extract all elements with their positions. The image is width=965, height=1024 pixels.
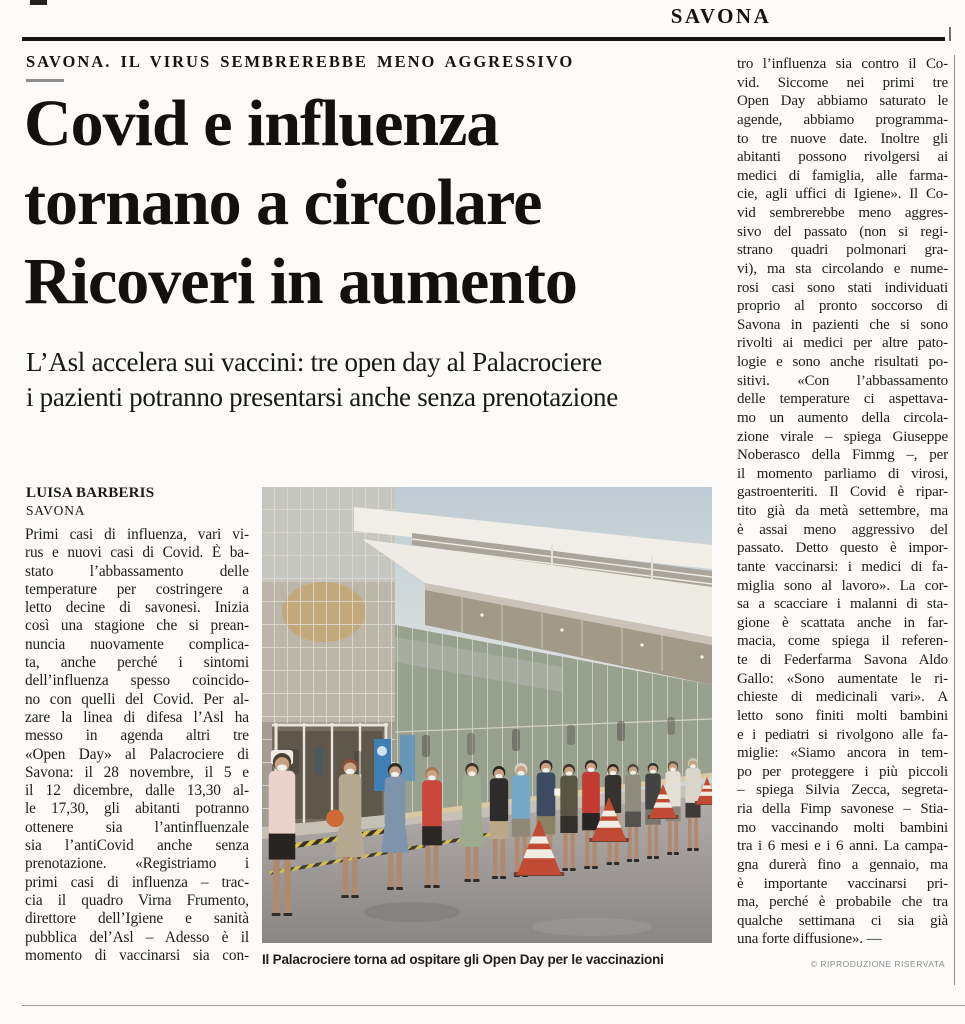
text-line: Savona in pazienti che si sono: [737, 316, 948, 333]
text-line: cie, agli uffici di Igiene». Il Co-: [737, 186, 948, 203]
text-line: zione virale – spiega Giuseppe: [737, 428, 948, 445]
text-line: medici di famiglia, alle farma-: [737, 167, 948, 184]
text-line: proprio al pronto soccorso di: [737, 298, 948, 315]
text-line: rosi casi sono stati individuati: [737, 279, 948, 296]
text-line: ria della Fimp savonese – Stia-: [737, 801, 948, 817]
text-line: ma, perché è probabile che tra: [737, 894, 948, 911]
text-line: agende, abbiamo programma-: [737, 111, 948, 128]
text-line: gione è scattata anche in far-: [737, 614, 948, 631]
text-line: tornano a circolare: [24, 166, 542, 239]
text-line: e i pediatri si rivolgono alle fa-: [737, 726, 948, 743]
text-line: macia, come spiega il referen-: [737, 633, 948, 650]
text-line: è importante vaccinarsi pri-: [737, 875, 948, 892]
text-line: letto sono finiti molti bambini: [737, 707, 948, 724]
text-line: ta, anche perché i sintomi: [25, 654, 249, 672]
text-line: zare la linea di difesa l’Asl ha: [25, 708, 249, 726]
photo-asphalt-patch: [532, 918, 652, 936]
palacrociere-queue-photo: [262, 487, 712, 943]
body-column-left: [25, 526, 249, 965]
byline-author: LUISA BARBERIS: [26, 485, 155, 501]
subhead: [26, 345, 736, 415]
top-rule-tick: [949, 27, 951, 41]
text-line: dell’influenza spesso coincido-: [25, 672, 249, 690]
text-line: rivolti ai medici per altre pato-: [737, 335, 948, 352]
text-line: stato l’abbassamento delle: [25, 562, 249, 580]
text-line: strano quadri polmonari gra-: [737, 242, 948, 259]
text-line: una forte diffusione». —: [737, 931, 882, 948]
byline-location: SAVONA: [26, 503, 86, 518]
text-line: Gallo: «Sono aumentate le ri-: [737, 670, 948, 687]
text-line: tito già da metà settembre, ma: [737, 503, 948, 519]
text-line: nuncia nuovamente complica-: [25, 635, 249, 653]
text-line: tro l’influenza sia contro il Co-: [737, 56, 948, 72]
text-line: miglia sono al lavoro». La cor-: [737, 577, 948, 594]
headline: [24, 84, 734, 321]
text-line: to tre nuove date. Inoltre gli: [737, 130, 948, 147]
text-line: cia il quadro Virna Frumento,: [25, 891, 249, 909]
text-line: delle temperature ci aspettava-: [737, 391, 948, 408]
text-line: prenotazione. «Registriamo i: [25, 855, 249, 873]
text-line: i pazienti potranno presentarsi anche senza prenotazione: [26, 382, 618, 412]
text-line: Covid e influenza: [24, 87, 499, 160]
text-line: il momento parliamo di virosi,: [737, 465, 948, 482]
text-line: sa a scacciare i malanni di sta-: [737, 596, 948, 613]
text-line: passato. Detto questo è impor-: [737, 540, 948, 557]
text-line: – spiega Silvia Zecca, segreta-: [737, 782, 948, 799]
text-line: logie e sono anche risultati po-: [737, 354, 948, 370]
photo-caption: Il Palacrociere torna ad ospitare gli Open Day per le vaccinazioni: [262, 952, 664, 967]
bottom-rule: [22, 1005, 965, 1006]
text-line: Open Day abbiamo saturato le: [737, 93, 948, 110]
text-line: direttore dell’Igiene e sanità: [25, 910, 249, 928]
text-line: così una stagione che si prean-: [25, 617, 249, 635]
text-line: tra i 6 mesi e i 6 anni. La campa-: [737, 838, 948, 855]
text-line: gastroenteriti. Il Covid è ripar-: [737, 484, 948, 501]
text-line: ottenere sia l’antinfluenzale: [25, 818, 249, 836]
text-line: sitivi. «Con l’abbassamento: [737, 372, 948, 389]
text-line: po per proteggere i più piccoli: [737, 763, 948, 780]
page-corner-mark: [30, 0, 47, 5]
text-line: è assai meno aggressivo del: [737, 521, 948, 538]
text-line: «Open Day» al Palacrociere di: [25, 745, 249, 763]
text-line: il 12 dicembre, dalle 13,30 al-: [25, 782, 249, 800]
text-line: no con quelli del Covid. Per al-: [25, 690, 249, 708]
text-line: L’Asl accelera sui vaccini: tre open day al Palacrociere: [26, 347, 602, 377]
text-line: abitanti possono rivolgersi ai: [737, 149, 948, 166]
text-line: gna durerà fino a gennaio, ma: [737, 856, 948, 873]
photo-asphalt-stain: [364, 902, 460, 922]
text-line: vid sembrerebbe meno aggres-: [737, 205, 948, 221]
text-line: letto decine di savonesi. Inizia: [25, 599, 249, 617]
text-line: Ricoveri in aumento: [24, 245, 577, 318]
text-line: tante vaccinarsi: i medici di fa-: [737, 558, 948, 575]
text-line: primi casi di influenza – trac-: [25, 873, 249, 891]
section-header: SAVONA: [670, 4, 772, 28]
text-line: vid. Siccome nei primi tre: [737, 74, 948, 91]
text-line: te di Federfarma Savona Aldo: [737, 652, 948, 668]
text-line: mo vaccinando molti bambini: [737, 819, 948, 836]
top-rule: [22, 37, 945, 41]
text-line: momento di vaccinarsi sia con-: [25, 946, 249, 964]
column-divider-rule: [954, 55, 955, 985]
text-line: Primi casi di influenza, vari vi-: [25, 526, 249, 543]
byline: [26, 485, 250, 519]
text-line: le 17,30, gli abitanti potranno: [25, 800, 249, 818]
text-line: Savona: il 28 novembre, il 5 e: [25, 763, 249, 781]
text-line: Noberasco della Fimmg –, per: [737, 447, 948, 464]
body-column-right: [737, 55, 948, 949]
text-line: sivo del passato (non si regi-: [737, 223, 948, 240]
kicker-dash: [26, 79, 64, 82]
text-line: sia l’antiCovid anche senza: [25, 837, 249, 855]
article-photo: [262, 487, 712, 943]
kicker: SAVONA. IL VIRUS SEMBREREBBE MENO AGGRESSIVO: [26, 52, 575, 71]
text-line: temperature per costringere a: [25, 580, 249, 598]
text-line: miglie: «Siamo ancora in tem-: [737, 745, 948, 762]
text-line: mo un aumento della circola-: [737, 409, 948, 426]
text-line: qualche settimana ci sia già: [737, 912, 948, 929]
copyright-notice: © RIPRODUZIONE RISERVATA: [810, 959, 945, 969]
text-line: pubblica del’Asl – Adesso è il: [25, 928, 249, 946]
text-line: chieste di medicinali vari». A: [737, 689, 948, 706]
text-line: vi), ma sta circolando e nume-: [737, 260, 948, 277]
text-line: messo in agenda altri tre: [25, 727, 249, 745]
text-line: rus e nuovi casi di Covid. È ba-: [25, 544, 249, 562]
